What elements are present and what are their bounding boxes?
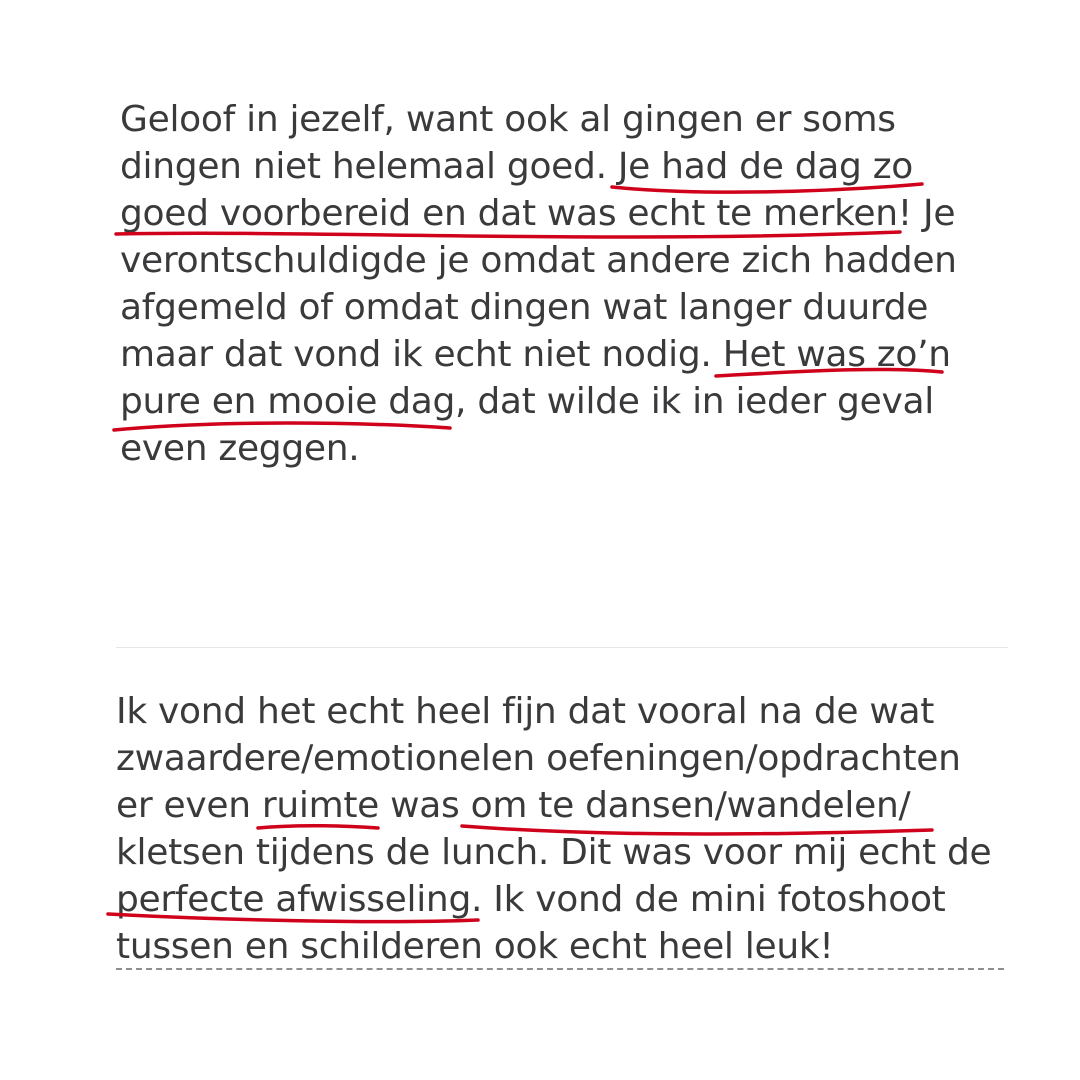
note-text-1[interactable] [120, 96, 1020, 472]
note-1-line-8: even zeggen. [120, 428, 360, 469]
note-2-line-5: perfecte afwisseling. Ik vond de mini fotoshoot [116, 879, 946, 920]
note-1-line-5: afgemeld of omdat dingen wat langer duurde [120, 287, 929, 328]
note-1-line-6: maar dat vond ik echt niet nodig. Het was zo’n [120, 334, 951, 375]
note-2-line-3: er even ruimte was om te dansen/wandelen/ [116, 785, 911, 826]
note-1-line-4: verontschuldigde je omdat andere zich hadden [120, 240, 957, 281]
note-text-2[interactable] [116, 688, 1016, 970]
note-1-line-1: Geloof in jezelf, want ook al gingen er soms [120, 99, 896, 140]
note-1-line-3: goed voorbereid en dat was echt te merken! Je [120, 193, 956, 234]
section-divider [116, 647, 1008, 648]
dotted-underline-rule [116, 968, 1004, 970]
note-1-line-7: pure en mooie dag, dat wilde ik in ieder geval [120, 381, 934, 422]
note-2-line-6: tussen en schilderen ook echt heel leuk! [116, 926, 834, 967]
note-2-line-1: Ik vond het echt heel fijn dat vooral na de wat [116, 691, 935, 732]
note-1-line-2: dingen niet helemaal goed. Je had de dag zo [120, 146, 914, 187]
note-2-line-4: kletsen tijdens de lunch. Dit was voor mij echt de [116, 832, 992, 873]
note-2-line-2: zwaardere/emotionelen oefeningen/opdrachten [116, 738, 961, 779]
